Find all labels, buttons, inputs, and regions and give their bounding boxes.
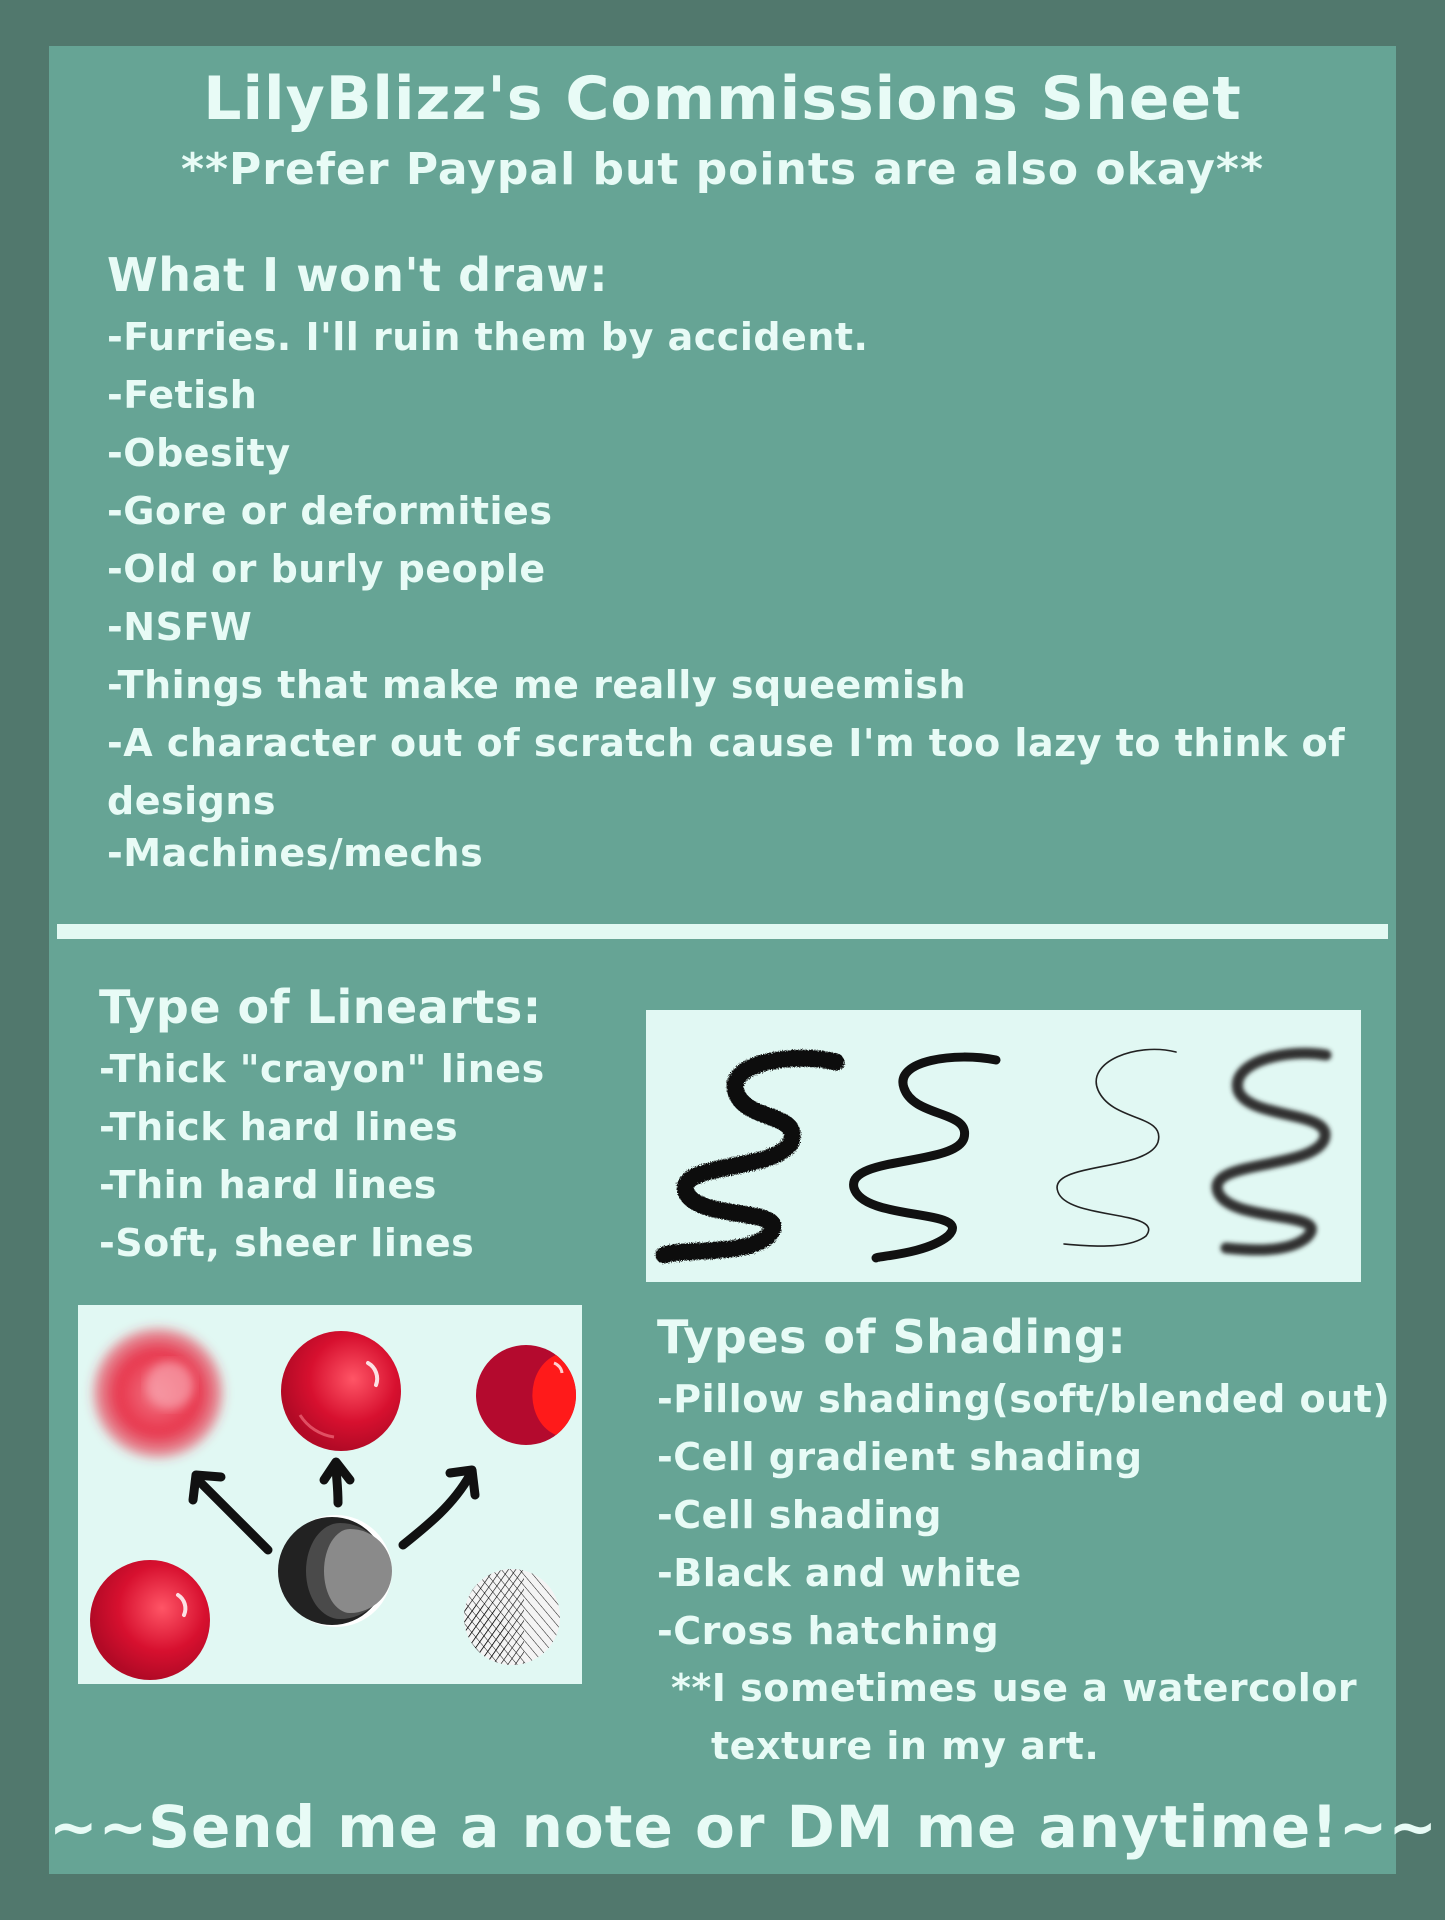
- wont-draw-heading: What I won't draw:: [107, 248, 609, 302]
- list-item: -Machines/mechs: [107, 831, 484, 875]
- list-item: -Cross hatching: [657, 1609, 1000, 1653]
- linearts-heading: Type of Linearts:: [99, 980, 542, 1034]
- wont-draw-list: [107, 314, 1367, 888]
- shading-list: [657, 1376, 1390, 1666]
- cross-hatching-sample: [448, 1569, 560, 1665]
- list-item: -Thick "crayon" lines: [99, 1047, 545, 1091]
- list-item: -Thick hard lines: [99, 1105, 459, 1149]
- list-item: -Gore or deformities: [107, 489, 553, 533]
- list-item: -Soft, sheer lines: [99, 1221, 475, 1265]
- list-item: -Thin hard lines: [99, 1163, 437, 1207]
- arrow-icon: [324, 1462, 350, 1503]
- black-white-shading-sample: [278, 1515, 392, 1627]
- thin-hard-line-sample: [1057, 1049, 1176, 1246]
- watercolor-note: **I sometimes use a watercolor: [671, 1666, 1358, 1710]
- footer-contact: ~~Send me a note or DM me anytime!~~: [49, 1793, 1438, 1861]
- red-ball-sample: [90, 1560, 210, 1680]
- soft-sheer-line-sample: [1217, 1053, 1326, 1250]
- list-item: -Things that make me really squeemish: [107, 663, 967, 707]
- pillow-shading-sample: [92, 1327, 224, 1459]
- list-item: -NSFW: [107, 605, 253, 649]
- arrow-icon: [193, 1475, 268, 1550]
- list-item: -Pillow shading(soft/blended out): [657, 1377, 1391, 1421]
- shading-samples: [78, 1305, 582, 1684]
- cell-shading-sample: [476, 1345, 576, 1445]
- shading-heading: Types of Shading:: [657, 1310, 1127, 1364]
- list-item: -Cell gradient shading: [657, 1435, 1143, 1479]
- cell-gradient-shading-sample: [281, 1331, 401, 1451]
- arrow-icon: [403, 1470, 475, 1545]
- page-subtitle: **Prefer Paypal but points are also okay**: [181, 144, 1264, 195]
- page-title: LilyBlizz's Commissions Sheet: [203, 64, 1242, 134]
- list-item: -Old or burly people: [107, 547, 546, 591]
- list-item: -Obesity: [107, 431, 291, 475]
- thick-hard-line-sample: [854, 1057, 996, 1258]
- watercolor-note-continued: texture in my art.: [711, 1724, 1100, 1768]
- list-item: -Fetish: [107, 373, 258, 417]
- lineart-samples: [646, 1010, 1361, 1282]
- list-item: -Cell shading: [657, 1493, 943, 1537]
- crayon-line-sample: [664, 1058, 836, 1255]
- section-divider: [57, 924, 1388, 939]
- linearts-list: [99, 1046, 545, 1278]
- commission-sheet: [49, 46, 1438, 1874]
- list-item: -A character out of scratch cause I'm too lazy to think of designs: [107, 721, 1346, 823]
- list-item: -Furries. I'll ruin them by accident.: [107, 315, 869, 359]
- list-item: -Black and white: [657, 1551, 1022, 1595]
